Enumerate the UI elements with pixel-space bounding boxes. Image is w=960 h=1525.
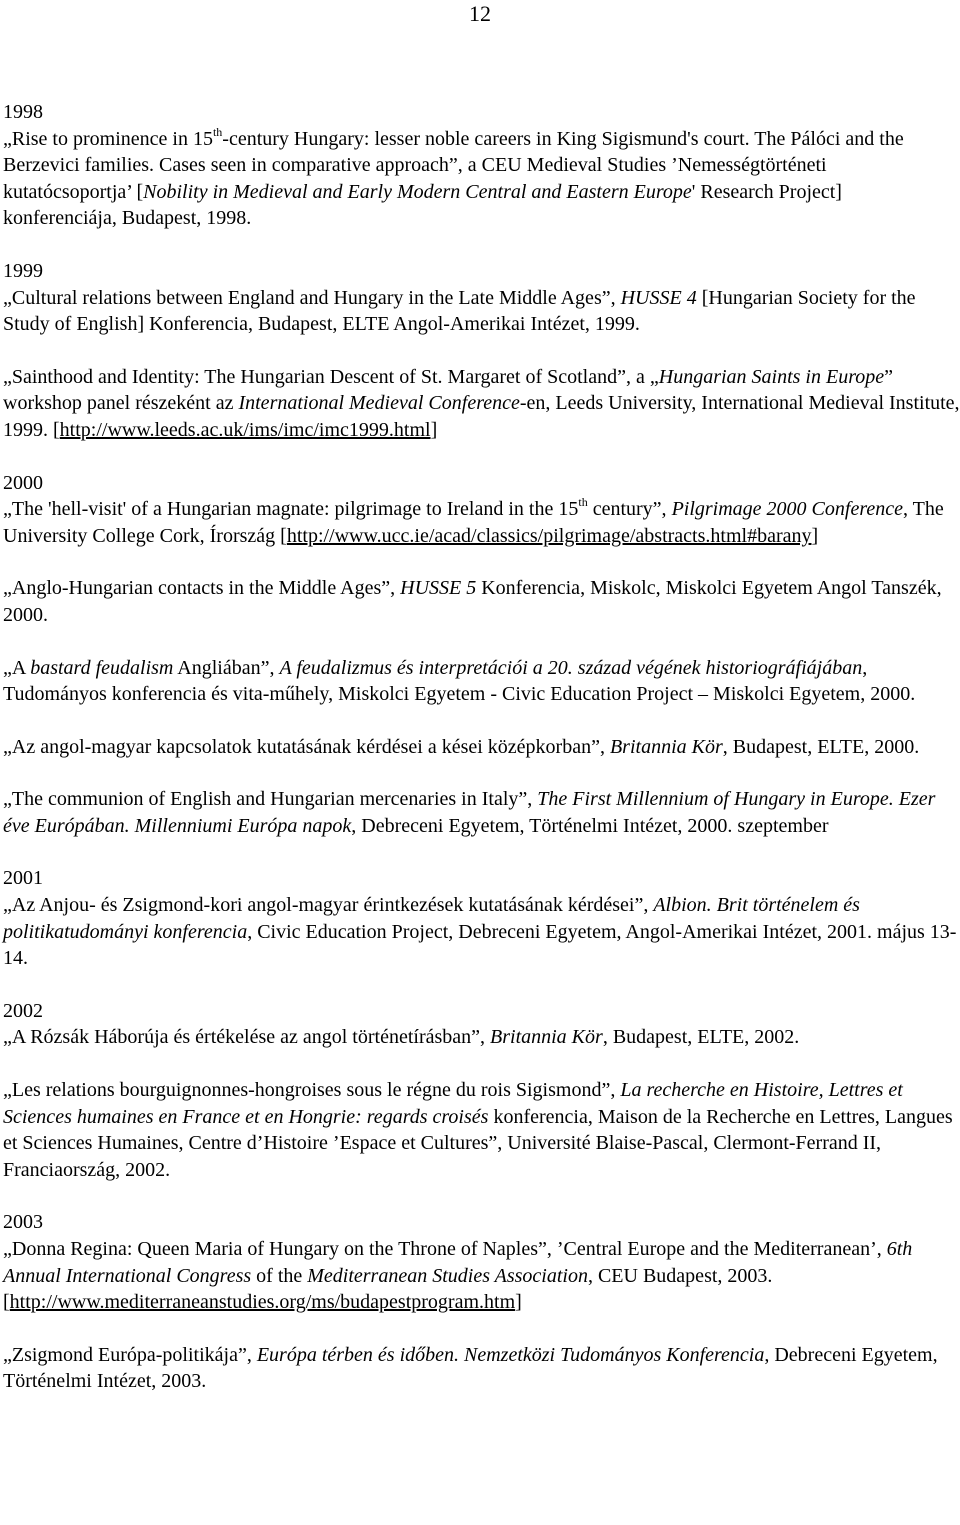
conference-entry — [3, 655, 960, 708]
italic-title: Nobility in Medieval and Early Modern Central and Eastern Europe — [143, 180, 692, 203]
italic-title: HUSSE 5 — [400, 577, 477, 600]
year-section — [3, 1209, 960, 1395]
conference-entry — [3, 126, 960, 232]
italic-title: 6th Annual International Congress — [3, 1238, 913, 1287]
entry-text: „Az angol-magyar kapcsolatok kutatásának kérdései a kései középkorban”, — [3, 735, 610, 758]
year-section — [3, 470, 960, 840]
entry-text: ” workshop panel részeként az — [3, 365, 894, 415]
conference-entry — [3, 364, 960, 444]
year-heading: 2003 — [3, 1211, 43, 1234]
entry-text: , CEU Budapest, 2003. [ — [3, 1264, 773, 1314]
entry-text: century”, — [587, 498, 672, 521]
conference-entry — [3, 786, 960, 839]
year-section — [3, 865, 960, 971]
entry-text: ] — [811, 524, 819, 547]
entry-text: , Civic Education Project, Debreceni Egyetem, Angol-Amerikai Intézet, 2001. május 13-14. — [3, 920, 957, 970]
entry-text: „Donna Regina: Queen Maria of Hungary on the Throne of Naples”, ’Central Europe and the Mediterranean’, — [3, 1238, 887, 1260]
conference-entry — [3, 734, 960, 761]
entry-text: „Az Anjou- és Zsigmond-kori angol-magyar érintkezések kutatásának kérdései”, — [3, 894, 654, 917]
italic-title: Albion. Brit történelem és politikatudományi konferencia — [3, 894, 860, 943]
entry-text: of the — [251, 1264, 308, 1287]
conference-entry — [3, 496, 960, 549]
entry-text: , Debreceni Egyetem, Történelmi Intézet, 2000. szeptember — [351, 814, 829, 837]
italic-title: HUSSE 4 — [620, 286, 697, 309]
entry-text: -century Hungary: lesser noble careers in King Sigismund's court. The Pálóci and the Berzevici families. Cases seen in comparative approach”, a CEU Medieval Studies ’Nemességtörténeti kutatócsoportja’ [ — [3, 127, 904, 203]
url-link[interactable]: http://www.mediterraneanstudies.org/ms/budapestprogram.htm — [9, 1291, 516, 1314]
publication-list — [3, 99, 960, 1421]
entry-text: [Hungarian Society for the Study of English] Konferencia, Budapest, ELTE Angol-Amerikai Intézet, 1999. — [3, 286, 916, 336]
italic-title: Pilgrimage 2000 Conference — [671, 498, 903, 521]
entry-text: „The 'hell-visit' of a Hungarian magnate: pilgrimage to Ireland in the 15 — [3, 498, 579, 521]
year-heading: 1999 — [3, 259, 43, 282]
italic-title: International Medieval Conference — [238, 392, 520, 415]
entry-text: , Debreceni Egyetem, Történelmi Intézet, 2003. — [3, 1343, 938, 1393]
entry-text: , Tudományos konferencia és vita-műhely, Miskolci Egyetem - Civic Education Project – Miskolci Egyetem, 2000. — [3, 656, 916, 706]
italic-title: Britannia Kör — [490, 1026, 603, 1049]
conference-entry — [3, 1342, 960, 1395]
italic-title: La recherche en Histoire, Lettres et Sciences humaines en France et en Hongrie: regards croisés — [3, 1079, 903, 1128]
entry-text: , Budapest, ELTE, 2000. — [722, 735, 920, 758]
page-number: 12 — [469, 1, 491, 26]
entry-text: „Les relations bourguignonnes-hongroises sous le régne du rois Sigismond”, — [3, 1079, 621, 1102]
superscript: th — [212, 124, 223, 139]
entry-text: , Budapest, ELTE, 2002. — [602, 1026, 800, 1049]
entry-text: „Rise to prominence in 15 — [3, 127, 213, 150]
entry-text: ] — [515, 1291, 522, 1314]
entry-text: „A — [3, 656, 31, 679]
url-link[interactable]: http://www.ucc.ie/acad/classics/pilgrimage/abstracts.html#barany — [286, 524, 812, 547]
entry-text: „A Rózsák Háborúja és értékelése az angol történetírásban”, — [3, 1026, 491, 1049]
italic-title: Európa térben és időben. Nemzetközi Tudományos Konferencia — [256, 1343, 765, 1366]
conference-entry — [3, 1024, 960, 1051]
entry-text: „The communion of English and Hungarian mercenaries in Italy”, — [3, 788, 538, 811]
year-heading: 1998 — [3, 101, 43, 123]
entry-text: „Zsigmond Európa-politikája”, — [3, 1343, 257, 1366]
conference-entry — [3, 1236, 960, 1316]
italic-title: bastard feudalism — [30, 656, 174, 679]
entry-text: „Cultural relations between England and Hungary in the Late Middle Ages”, — [3, 286, 621, 309]
entry-text: , The University College Cork, Írország [ — [3, 498, 944, 547]
italic-title: Mediterranean Studies Association — [307, 1264, 588, 1287]
year-section — [3, 258, 960, 444]
conference-entry — [3, 892, 960, 972]
year-section — [3, 99, 960, 232]
year-heading: 2000 — [3, 471, 43, 494]
entry-text: Angliában”, — [173, 656, 280, 679]
entry-text: ' Research Project] konferenciája, Budapest, 1998. — [3, 180, 842, 230]
italic-title: Hungarian Saints in Europe — [658, 365, 885, 388]
entry-text: „Anglo-Hungarian contacts in the Middle Ages”, — [3, 577, 401, 600]
entry-text: „Sainthood and Identity: The Hungarian Descent of St. Margaret of Scotland”, a „ — [3, 365, 659, 388]
conference-entry — [3, 285, 960, 338]
conference-entry — [3, 575, 960, 628]
italic-title: Britannia Kör — [609, 735, 723, 758]
conference-entry — [3, 1077, 960, 1183]
year-heading: 2002 — [3, 999, 43, 1022]
entry-text: -en, Leeds University, International Medieval Institute, 1999. [ — [3, 392, 960, 441]
entry-text: konferencia, Maison de la Recherche en Lettres, Langues et Sciences Humaines, Centre d’Histoire ’Espace et Cultures”, Université Blaise-Pascal, Clermont-Ferrand II, Franciaország, 2002. — [3, 1105, 953, 1181]
entry-text: Konferencia, Miskolc, Miskolci Egyetem Angol Tanszék, 2000. — [3, 577, 942, 626]
year-heading: 2001 — [3, 867, 43, 890]
url-link[interactable]: http://www.leeds.ac.uk/ims/imc/imc1999.html — [59, 418, 431, 441]
italic-title: The First Millennium of Hungary in Europe. Ezer éve Európában. Millenniumi Európa napok — [3, 788, 936, 837]
superscript: th — [578, 495, 588, 510]
year-section — [3, 998, 960, 1184]
italic-title: A feudalizmus és interpretációi a 20. század végének historiográfiájában — [279, 656, 863, 679]
entry-text: ] — [430, 418, 438, 441]
